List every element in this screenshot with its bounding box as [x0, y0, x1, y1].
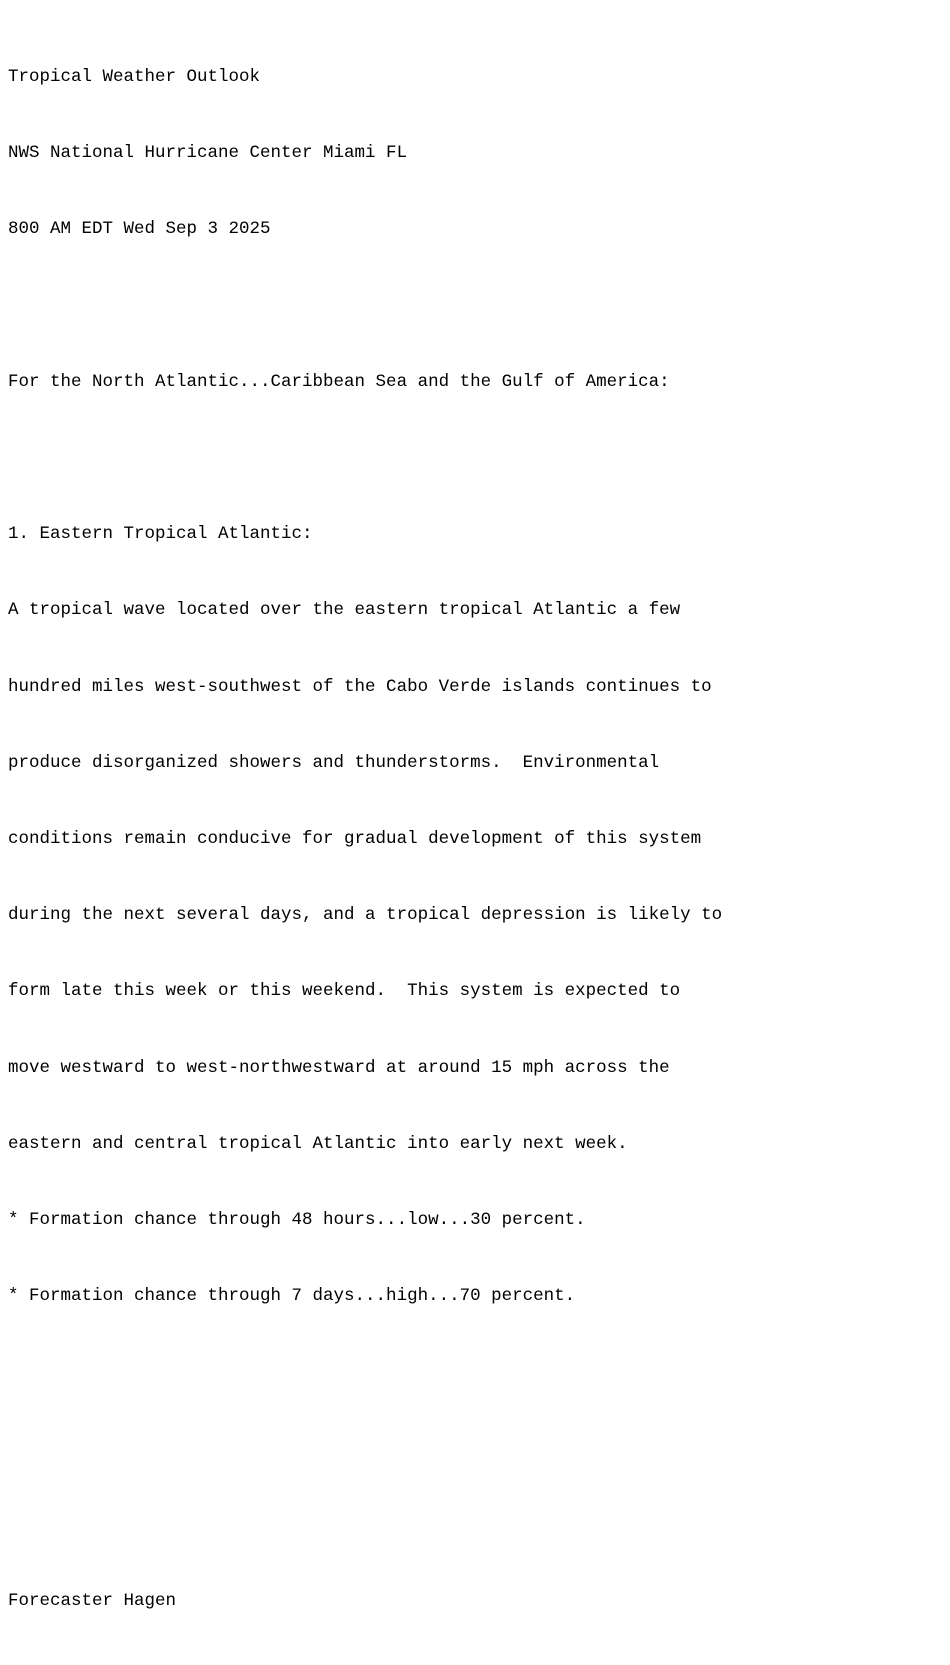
formation-chance-48h: * Formation chance through 48 hours...low...30 percent.	[8, 1210, 586, 1231]
spacer-3	[8, 1361, 950, 1386]
section-body-line: during the next several days, and a tropical depression is likely to	[8, 905, 723, 926]
bulletin-title: Tropical Weather Outlook	[8, 66, 261, 87]
section-body-line: produce disorganized showers and thunderstorms. Environmental	[8, 752, 660, 773]
basin-line: For the North Atlantic...Caribbean Sea and the Gulf of America:	[8, 371, 670, 392]
spacer-2	[8, 446, 950, 471]
section-body-line: eastern and central tropical Atlantic into early next week.	[8, 1133, 628, 1154]
section-body-line: form late this week or this weekend. This system is expected to	[8, 981, 681, 1002]
section-heading: 1. Eastern Tropical Atlantic:	[8, 524, 313, 545]
formation-chance-7d: * Formation chance through 7 days...high...70 percent.	[8, 1286, 576, 1307]
section-body-line: conditions remain conducive for gradual development of this system	[8, 829, 702, 849]
section-body-line: move westward to west-northwestward at around 15 mph across the	[8, 1057, 670, 1078]
spacer-5	[8, 1513, 950, 1538]
issuing-office: NWS National Hurricane Center Miami FL	[8, 143, 408, 164]
section-body-line: A tropical wave located over the eastern tropical Atlantic a few	[8, 600, 681, 621]
spacer-1	[8, 293, 950, 318]
forecaster-signature: Forecaster Hagen	[8, 1591, 177, 1612]
issue-time: 800 AM EDT Wed Sep 3 2025	[8, 219, 271, 240]
section-body-line: hundred miles west-southwest of the Cabo Verde islands continues to	[8, 676, 712, 697]
report-body	[8, 14, 950, 1665]
spacer-4	[8, 1437, 950, 1462]
